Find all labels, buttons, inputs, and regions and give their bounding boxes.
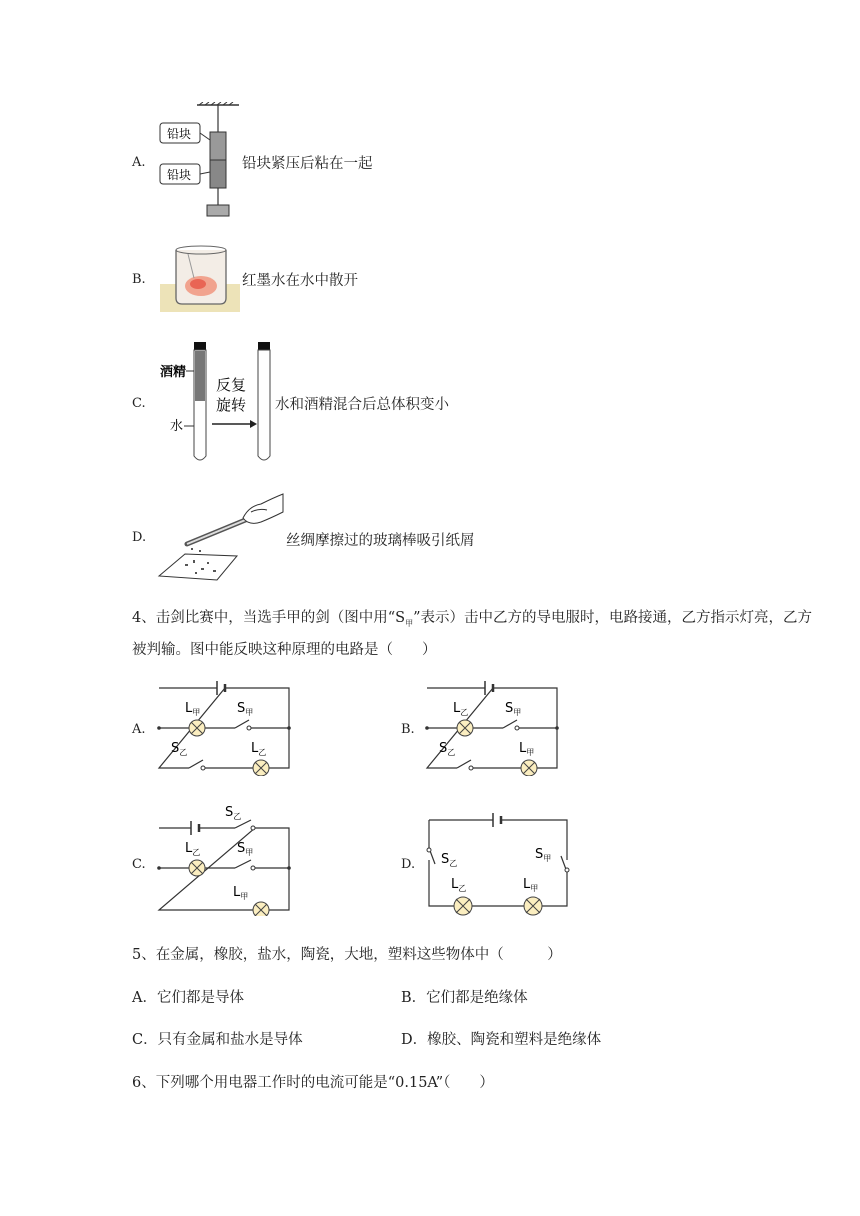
lamp-jia-sub: 甲 [526,748,535,757]
svg-text:L乙 [251,741,266,757]
lamp-yi-label: L [251,741,259,756]
svg-text:L甲 [519,741,534,757]
option-label: C. [132,396,146,411]
q5-option-c: C．只有金属和盐水是导体 [132,1032,303,1048]
svg-text:L乙 [185,841,200,857]
switch-jia-label: S [505,701,514,716]
switch-yi-sub: 乙 [233,812,242,821]
circuit-c [155,800,295,916]
q5-text: 5、在金属，橡胶，盐水，陶瓷，大地，塑料这些物体中（ ） [132,947,562,963]
option-caption: 丝绸摩擦过的玻璃棒吸引纸屑 [286,533,475,549]
lamp-yi-sub: 乙 [460,708,469,717]
lamp-yi-sub: 乙 [192,848,201,857]
water-label: 水 [170,419,184,434]
switch-yi-sub: 乙 [447,748,456,757]
rotate-label: 旋转 [216,396,247,414]
switch-jia-label: S [237,841,246,856]
svg-text:S乙 [439,741,455,757]
svg-text:S甲 [237,841,253,857]
q4-text-1: 4、击剑比赛中，当选手甲的剑（图中用“S [132,610,406,626]
switch-jia-sub: 甲 [513,708,522,717]
q5-option-b: B．它们都是绝缘体 [401,990,528,1006]
svg-text:S乙 [225,805,241,821]
switch-yi-label: S [441,852,450,867]
lead-label-2: 铅块 [167,168,192,182]
lamp-yi-sub: 乙 [458,884,467,893]
q5-option-d: D．橡胶、陶瓷和塑料是绝缘体 [401,1032,602,1048]
lamp-yi-sub: 乙 [258,748,267,757]
lamp-jia-label: L [523,877,531,892]
option-label: B. [401,722,415,737]
option-caption: 铅块紧压后粘在一起 [242,156,373,172]
svg-text:L乙 [453,701,468,717]
option-label: A. [132,155,146,170]
circuit-d [425,808,575,920]
option-label: D. [132,530,147,545]
switch-yi-label: S [439,741,448,756]
alcohol-label: 酒精 [160,365,187,380]
lamp-jia-sub: 甲 [530,884,539,893]
switch-yi-label: S [225,805,234,820]
circuit-b [423,678,563,776]
switch-jia-sub: 甲 [245,848,254,857]
repeat-label: 反复 [216,376,247,394]
ink-beaker-image [160,240,240,312]
lamp-jia-sub: 甲 [240,892,249,901]
lamp-yi-label: L [451,877,459,892]
glass-rod-image [155,488,285,584]
circuit-a [155,678,295,776]
switch-yi-sub: 乙 [449,859,458,868]
lamp-jia-label: L [519,741,527,756]
q4-text-2: ”表示）击中乙方的导电服时，电路接通，乙方指示灯亮，乙方被判输。图中能反映这种原理的电路是（ ） [132,610,812,658]
svg-text:S甲 [535,847,551,863]
alcohol-tube-image [158,338,278,466]
switch-jia-sub: 甲 [245,708,254,717]
switch-jia-label: S [237,701,246,716]
switch-jia-label: S [535,847,544,862]
svg-text:L甲 [233,885,248,901]
switch-yi-sub: 乙 [179,748,188,757]
lead-blocks-image [155,102,240,217]
lamp-jia-sub: 甲 [192,708,201,717]
svg-text:S甲 [505,701,521,717]
svg-text:S乙 [441,852,457,868]
option-label: A. [132,722,146,737]
svg-text:S乙 [171,741,187,757]
q4-text [132,605,812,664]
svg-text:L甲 [523,877,538,893]
option-label: B. [132,272,146,287]
option-caption: 水和酒精混合后总体积变小 [275,397,449,413]
svg-text:L乙 [451,877,466,893]
lamp-yi-label: L [185,841,193,856]
svg-text:L甲 [185,701,200,717]
q4-text-sub: 甲 [405,618,414,628]
option-label: D. [401,857,416,872]
switch-yi-label: S [171,741,180,756]
option-caption: 红墨水在水中散开 [242,273,358,289]
lamp-jia-label: L [233,885,241,900]
switch-jia-sub: 甲 [543,854,552,863]
q5-option-a: A．它们都是导体 [132,990,244,1006]
lamp-yi-label: L [453,701,461,716]
lead-label-1: 铅块 [167,127,192,141]
q6-text: 6、下列哪个用电器工作时的电流可能是“0.15A”（ ） [132,1075,494,1091]
lamp-jia-label: L [185,701,193,716]
option-label: C. [132,857,146,872]
svg-text:S甲 [237,701,253,717]
